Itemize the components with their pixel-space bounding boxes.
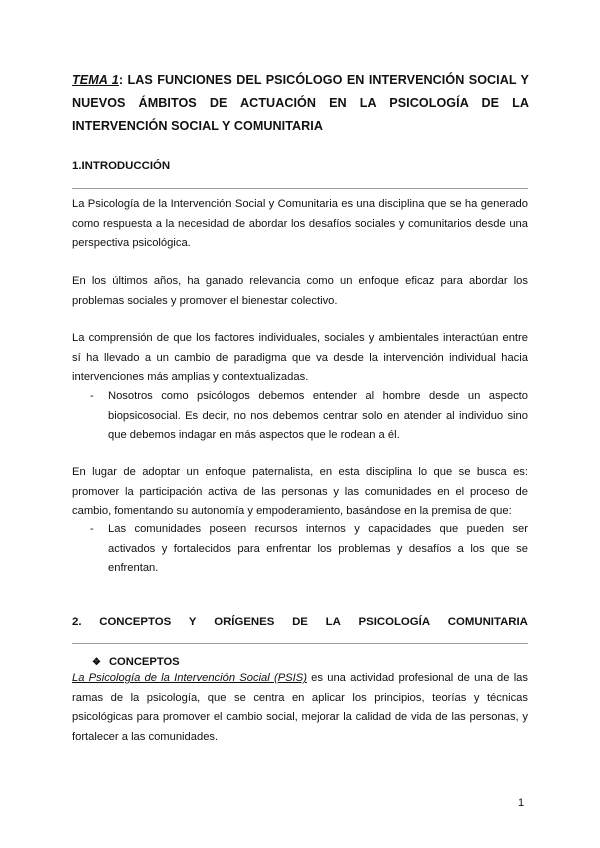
paragraph-intro-1: La Psicología de la Intervención Social y Comunitaria es una disciplina que se ha generado como respuesta a la necesidad de abordar los desafíos sociales y comunitarios desde una perspectiva psicológica. <box>72 198 528 249</box>
bullet-text: Nosotros como psicólogos debemos entender al hombre desde un aspecto biopsicosocial. Es decir, no nos debemos centrar solo en atender al individuo sino que debemos indagar en más aspectos que le rodean a él. <box>108 390 528 441</box>
paragraph-intro-4: En lugar de adoptar un enfoque paternalista, en esta disciplina lo que se busca es: promover la participación activa de las personas y las comunidades en el proceso de cambio, fomentando su autonomía y empoderamiento, basándose en la premisa de que: <box>72 466 528 517</box>
paragraph-intro-2: En los últimos años, ha ganado relevancia como un enfoque eficaz para abordar los problemas sociales y promover el bienestar colectivo. <box>72 275 528 307</box>
concept-term: La Psicología de la Intervención Social (PSIS) <box>72 672 307 684</box>
paragraph-concepts <box>72 669 528 747</box>
heading-word: PSICOLOGÍA <box>358 616 431 628</box>
heading-word: COMUNITARIA <box>447 616 528 628</box>
heading-word: Y <box>188 616 197 628</box>
paragraph-intro-3: La comprensión de que los factores individuales, sociales y ambientales interactúan entre sí ha llevado a un cambio de paradigma que va desde la intervención individual hacia intervenciones más amplias y contextualizadas. <box>72 332 528 383</box>
concept-text: es una actividad profesional de una de las ramas de la psicología, que se centra en aplicar los principios, teorías y técnicas psicológicas para promover el cambio social, mejorar la calidad de vida de las personas, y fortalecer a las comunidades. <box>72 672 528 743</box>
section-heading-introduccion: 1.INTRODUCCIÓN <box>72 160 171 172</box>
heading-word: DE <box>292 616 308 628</box>
bullet-marker: - <box>90 390 94 402</box>
document-title <box>72 69 529 138</box>
subsection-heading-text: CONCEPTOS <box>108 656 180 668</box>
heading-word: 2. <box>72 616 82 628</box>
section-divider <box>72 643 528 644</box>
bullet-text: Las comunidades poseen recursos internos y capacidades que pueden ser activados y fortalecidos para enfrentar los problemas y desafíos a los que se enfrentan. <box>108 523 528 574</box>
list-item <box>90 520 528 579</box>
title-text: : LAS FUNCIONES DEL PSICÓLOGO EN INTERVENCIÓN SOCIAL Y NUEVOS ÁMBITOS DE ACTUACIÓN EN LA PSICOLOGÍA DE LA INTERVENCIÓN SOCIAL Y COMUNITARIA <box>72 73 529 133</box>
list-item <box>90 387 528 446</box>
heading-word: LA <box>325 616 341 628</box>
title-prefix: TEMA 1 <box>72 73 119 87</box>
heading-word: CONCEPTOS <box>99 616 172 628</box>
bullet-marker: - <box>90 523 94 535</box>
section-divider <box>72 188 528 189</box>
page-number: 1 <box>518 797 525 809</box>
diamond-bullet-icon: ❖ <box>92 657 101 668</box>
heading-word: ORÍGENES <box>214 616 275 628</box>
section-heading-conceptos-origenes <box>72 614 528 630</box>
